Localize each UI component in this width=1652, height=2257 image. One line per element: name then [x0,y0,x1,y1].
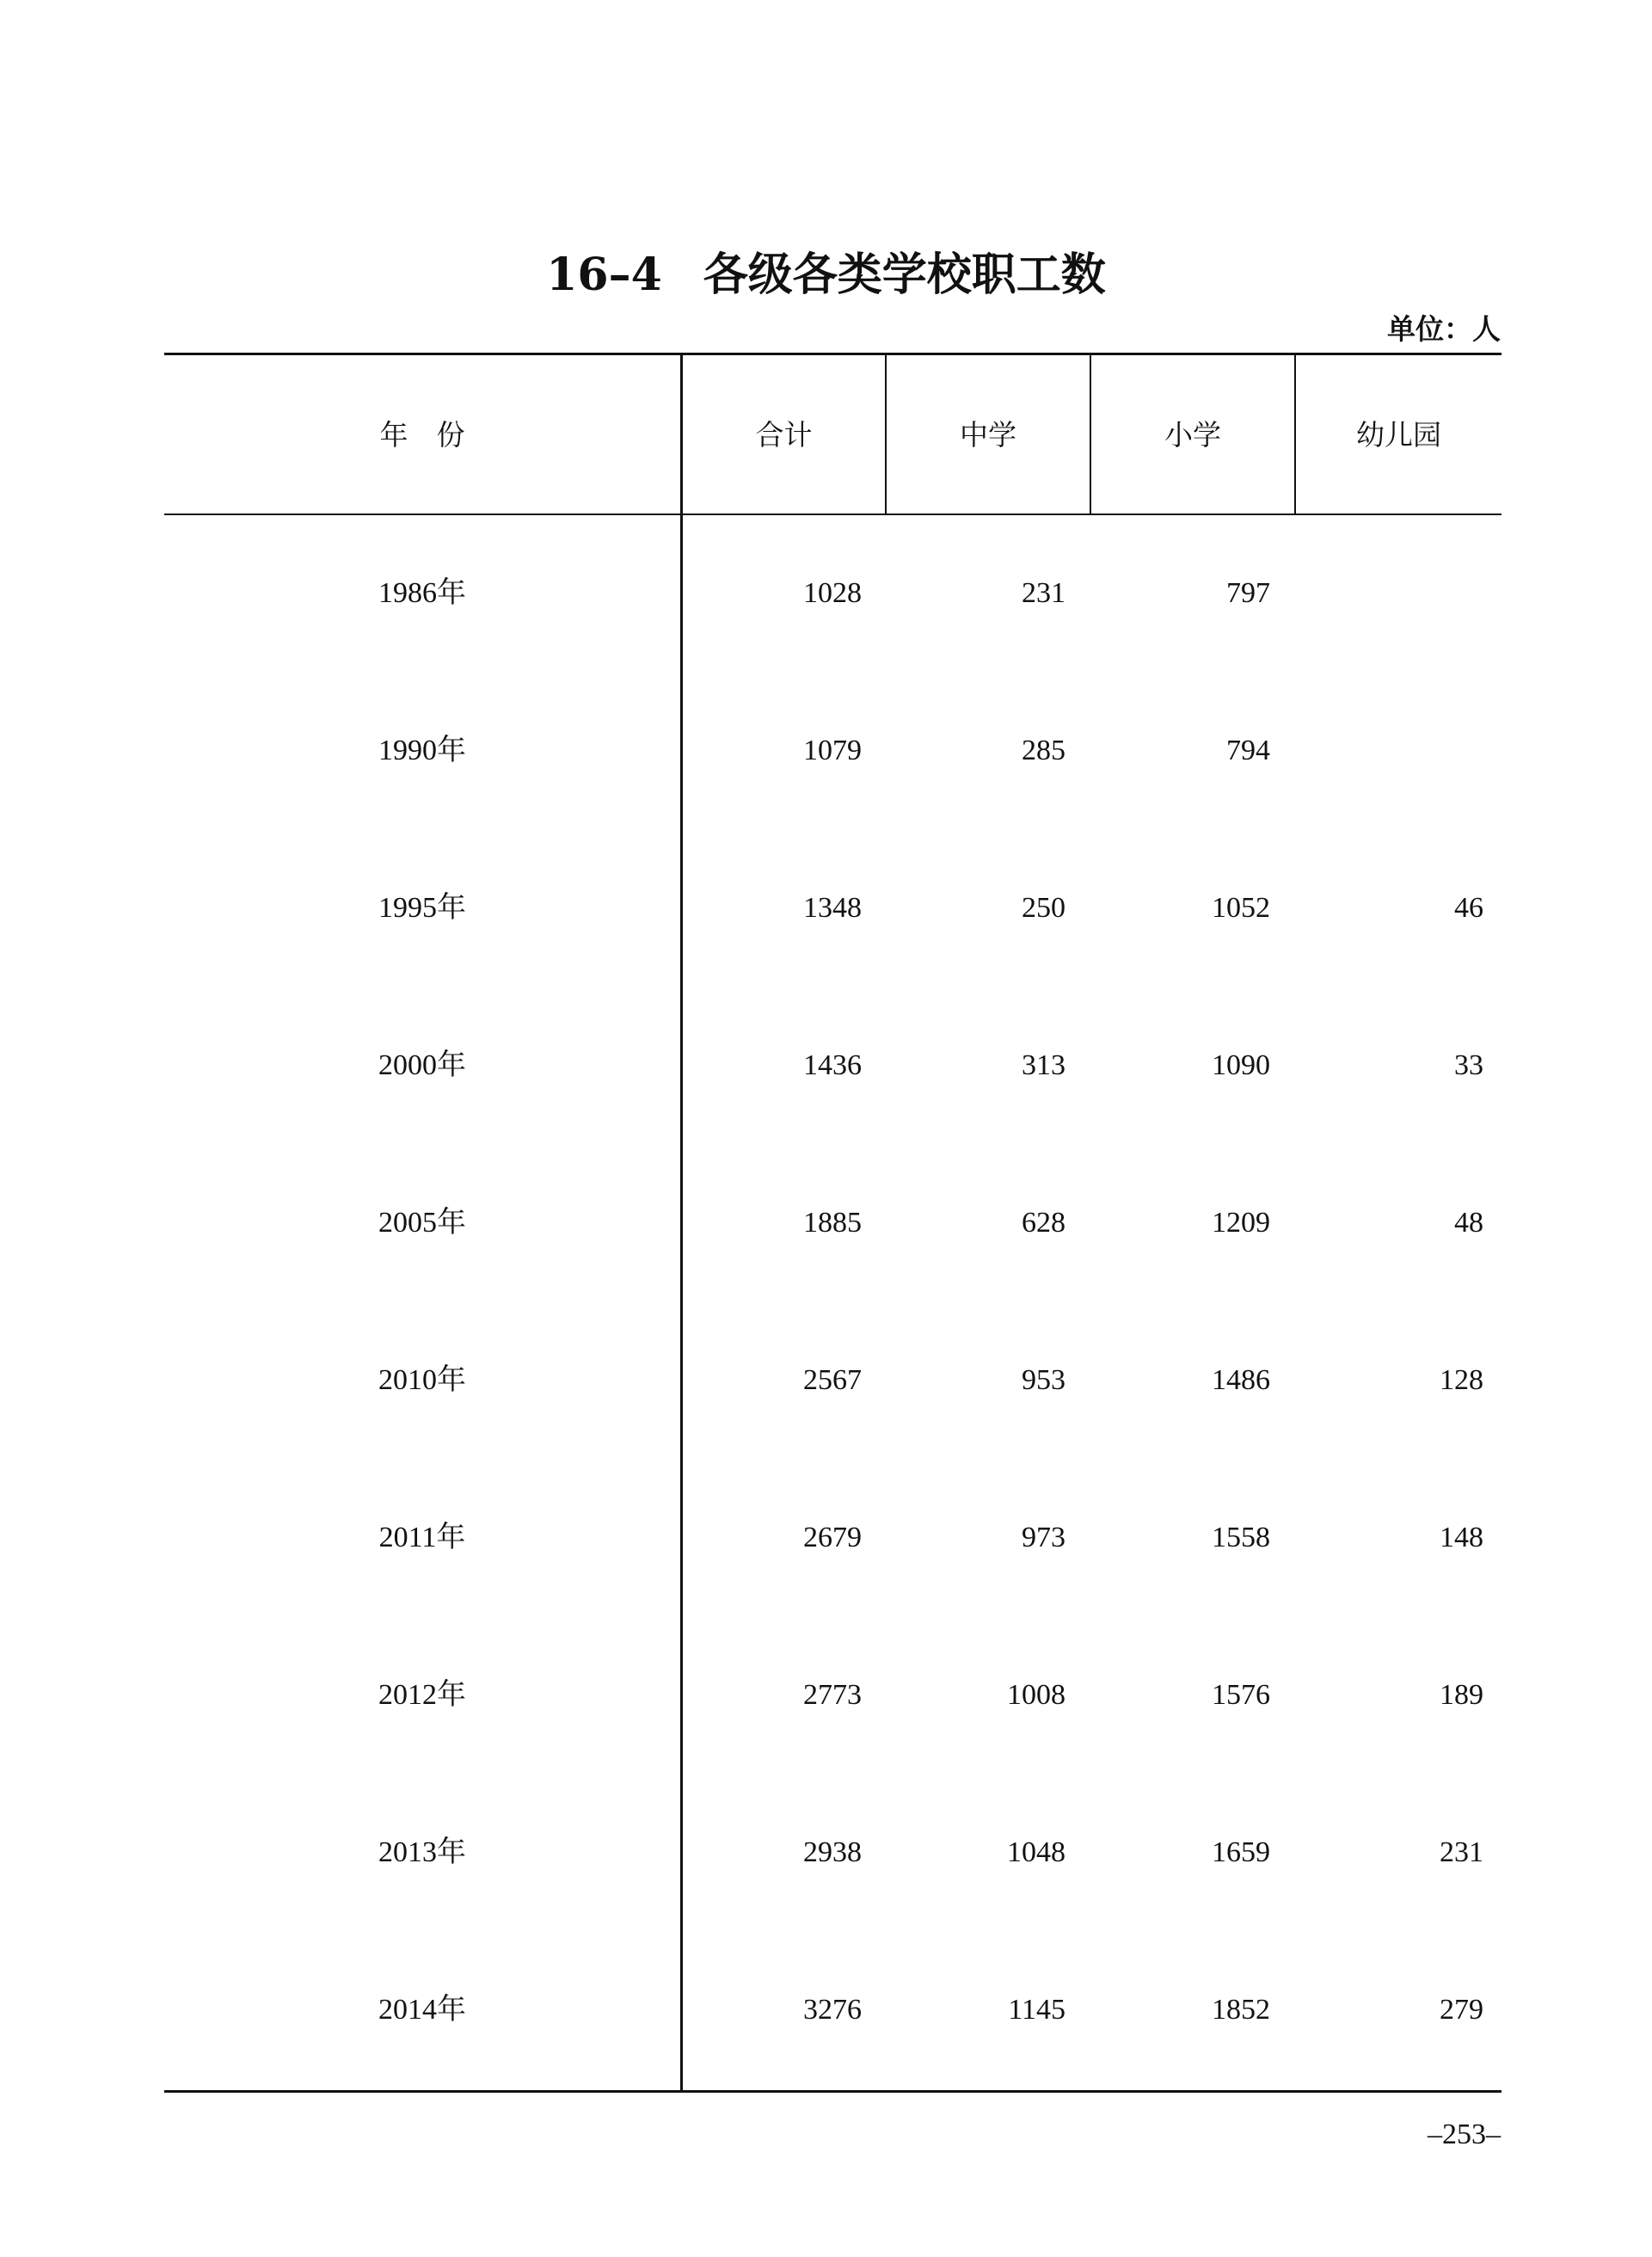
cell-total: 1348 [803,892,862,924]
cell-kindergarten: 189 [1440,1679,1483,1711]
cell-total: 3276 [803,1994,862,2026]
header-kindergarten: 幼儿园 [1356,418,1441,452]
cell-year: 2005年 [378,1207,466,1239]
cell-primary: 1558 [1212,1522,1270,1553]
cell-year: 2014年 [378,1994,466,2026]
cell-middle: 285 [1022,735,1066,766]
cell-total: 2938 [803,1836,862,1868]
table-row [164,1459,1502,1616]
table-number: 16–4 [546,249,662,301]
cell-middle: 973 [1022,1522,1066,1553]
cell-year: 2000年 [378,1049,466,1081]
cell-kindergarten: 231 [1440,1836,1483,1868]
cell-primary: 1576 [1212,1679,1270,1711]
header-year: 年 份 [379,418,465,452]
cell-kindergarten: 128 [1440,1364,1483,1396]
cell-primary: 1209 [1212,1207,1270,1239]
cell-middle: 313 [1022,1049,1066,1081]
cell-total: 2773 [803,1679,862,1711]
cell-kindergarten: 148 [1440,1522,1483,1553]
cell-middle: 1145 [1008,1994,1066,2026]
cell-middle: 1008 [1007,1679,1066,1711]
cell-kindergarten: 279 [1440,1994,1483,2026]
cell-primary: 1090 [1212,1049,1270,1081]
table-row [164,1144,1502,1301]
cell-kindergarten: 48 [1454,1207,1483,1239]
table-row [164,1301,1502,1459]
cell-kindergarten: 33 [1454,1049,1483,1081]
cell-middle: 953 [1022,1364,1066,1396]
cell-total: 1885 [803,1207,862,1239]
page-title [0,245,1652,305]
cell-total: 2679 [803,1522,862,1553]
table-title: 各级各类学校职工数 [703,249,1106,301]
header-primary-school: 小学 [1164,418,1221,452]
cell-primary: 1659 [1212,1836,1270,1868]
cell-year: 2013年 [378,1836,466,1868]
table-row [164,1774,1502,1931]
cell-kindergarten: 46 [1454,892,1483,924]
cell-year: 2010年 [378,1364,466,1396]
cell-total: 1436 [803,1049,862,1081]
table-row [164,1616,1502,1774]
table-bottom-rule [164,2090,1502,2093]
cell-year: 1986年 [378,577,466,609]
header-total: 合计 [755,418,813,452]
cell-middle: 231 [1022,577,1066,609]
table-row [164,829,1502,987]
cell-year: 2012年 [378,1679,466,1711]
cell-middle: 628 [1022,1207,1066,1239]
cell-total: 2567 [803,1364,862,1396]
cell-primary: 794 [1226,735,1270,766]
header-middle-school: 中学 [960,418,1016,452]
cell-total: 1079 [803,735,862,766]
cell-middle: 250 [1022,892,1066,924]
cell-kindergarten [1296,514,1483,672]
page-number: –253– [1428,2119,1501,2150]
unit-label: 单位：人 [1387,312,1501,346]
cell-kindergarten [1296,672,1483,829]
cell-primary: 1852 [1212,1994,1270,2026]
data-table [164,353,1502,2093]
cell-total: 1028 [803,577,862,609]
cell-primary: 797 [1226,577,1270,609]
table-row [164,987,1502,1144]
table-row [164,672,1502,829]
cell-middle: 1048 [1007,1836,1066,1868]
table-row [164,1931,1502,2088]
cell-primary: 1486 [1212,1364,1270,1396]
cell-primary: 1052 [1212,892,1270,924]
cell-year: 1990年 [378,735,466,766]
cell-year: 1995年 [378,892,466,924]
table-row [164,514,1502,672]
cell-year: 2011年 [378,1522,466,1553]
